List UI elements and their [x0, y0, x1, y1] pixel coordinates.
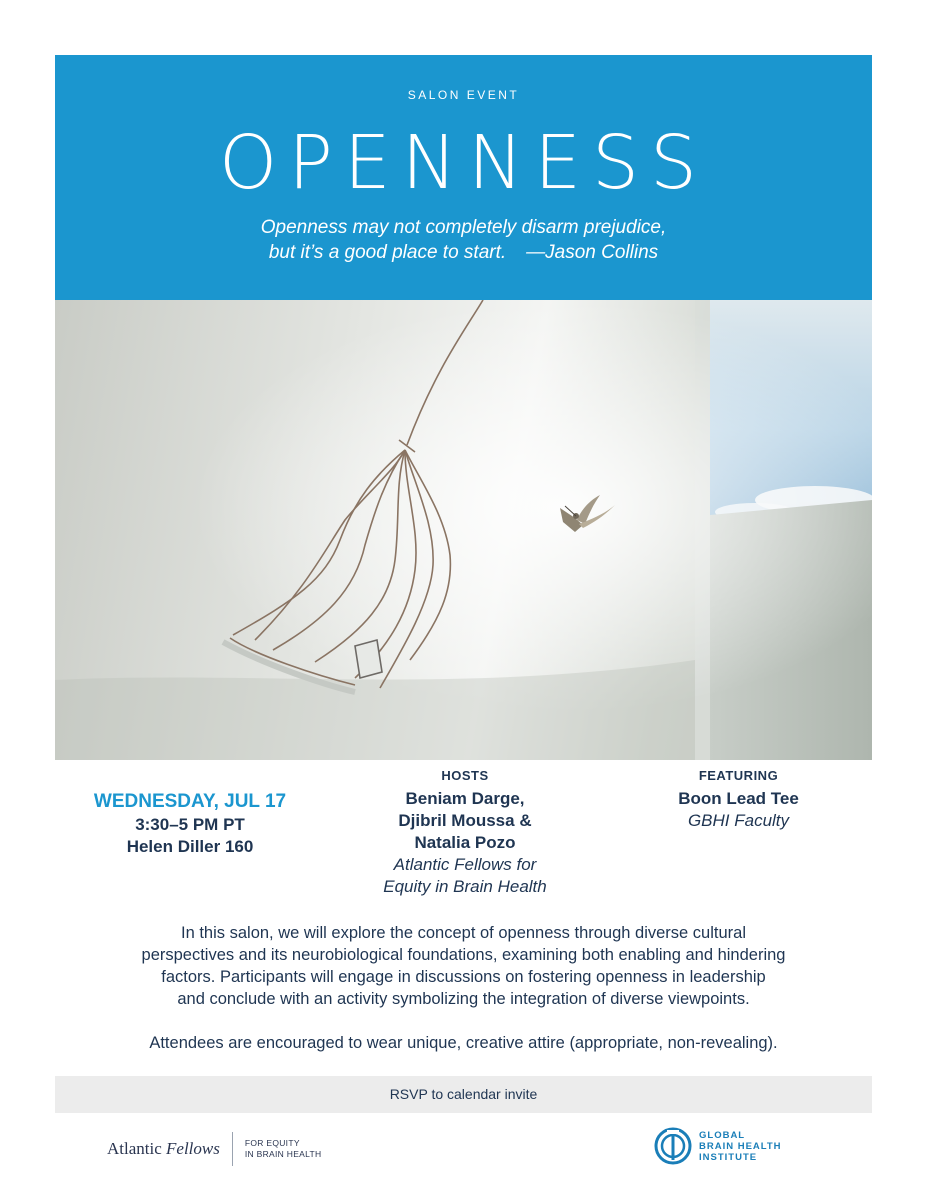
event-description	[55, 922, 872, 1054]
host-names-line-1: Beniam Darge,	[405, 789, 525, 808]
featured-name: Boon Lead Tee	[678, 789, 799, 808]
gbhi-line-1: GLOBAL	[699, 1129, 746, 1141]
event-location: Helen Diller 160	[126, 837, 254, 856]
hosts-label: HOSTS	[441, 768, 489, 783]
af-tagline-line-1: FOR EQUITY	[244, 1138, 300, 1148]
gbhi-line-2: BRAIN HEALTH	[699, 1140, 782, 1152]
event-title: OPENNESS	[218, 120, 709, 206]
featuring-section	[605, 768, 872, 832]
quote-line-2-text: but it’s a good place to start.	[268, 242, 507, 263]
event-time: 3:30–5 PM PT	[135, 815, 245, 834]
rsvp-bar[interactable]	[55, 1076, 872, 1113]
hosts-section	[325, 768, 605, 898]
host-names-line-3: Natalia Pozo	[414, 833, 516, 852]
featuring-label: FEATURING	[698, 768, 779, 783]
af-name-italic: Fellows	[166, 1139, 220, 1158]
event-type-label: SALON EVENT	[407, 88, 520, 102]
header-quote	[55, 215, 872, 265]
attire-note: Attendees are encouraged to wear unique, creative attire (appropriate, non-revealing).	[149, 1034, 778, 1052]
hero-photo	[55, 300, 872, 760]
footer-logos	[55, 1122, 872, 1182]
atlantic-fellows-logo	[107, 1132, 321, 1166]
description-line: In this salon, we will explore the concept of openness through diverse cultural	[181, 924, 746, 942]
atlantic-fellows-tagline	[245, 1138, 322, 1160]
event-details	[55, 790, 325, 858]
description-line: perspectives and its neurobiological foundations, examining both enabling and hindering	[141, 946, 786, 964]
gbhi-wordmark	[699, 1130, 782, 1163]
event-info	[55, 768, 872, 908]
header-banner	[55, 55, 872, 300]
gbhi-brain-icon	[653, 1126, 693, 1166]
event-date: WEDNESDAY, JUL 17	[93, 791, 287, 812]
description-line: and conclude with an activity symbolizing the integration of diverse viewpoints.	[177, 990, 750, 1008]
af-tagline-line-2: IN BRAIN HEALTH	[244, 1149, 322, 1159]
atlantic-fellows-wordmark	[107, 1139, 220, 1159]
quote-line-1: Openness may not completely disarm prejudice,	[260, 217, 667, 238]
quote-line-2	[55, 240, 872, 265]
host-affiliation-line-2: Equity in Brain Health	[383, 877, 547, 896]
gbhi-logo	[653, 1126, 782, 1166]
featured-role: GBHI Faculty	[687, 811, 790, 830]
host-names-line-2: Djibril Moussa &	[398, 811, 532, 830]
host-affiliation-line-1: Atlantic Fellows for	[393, 855, 537, 874]
gbhi-line-3: INSTITUTE	[699, 1151, 758, 1163]
birdcage-illustration	[55, 300, 872, 760]
quote-attribution: —Jason Collins	[526, 242, 659, 263]
af-name-regular: Atlantic	[107, 1139, 162, 1158]
rsvp-label: RSVP to calendar invite	[389, 1086, 538, 1102]
description-line: factors. Participants will engage in discussions on fostering openness in leadership	[161, 968, 766, 986]
logo-divider	[232, 1132, 233, 1166]
